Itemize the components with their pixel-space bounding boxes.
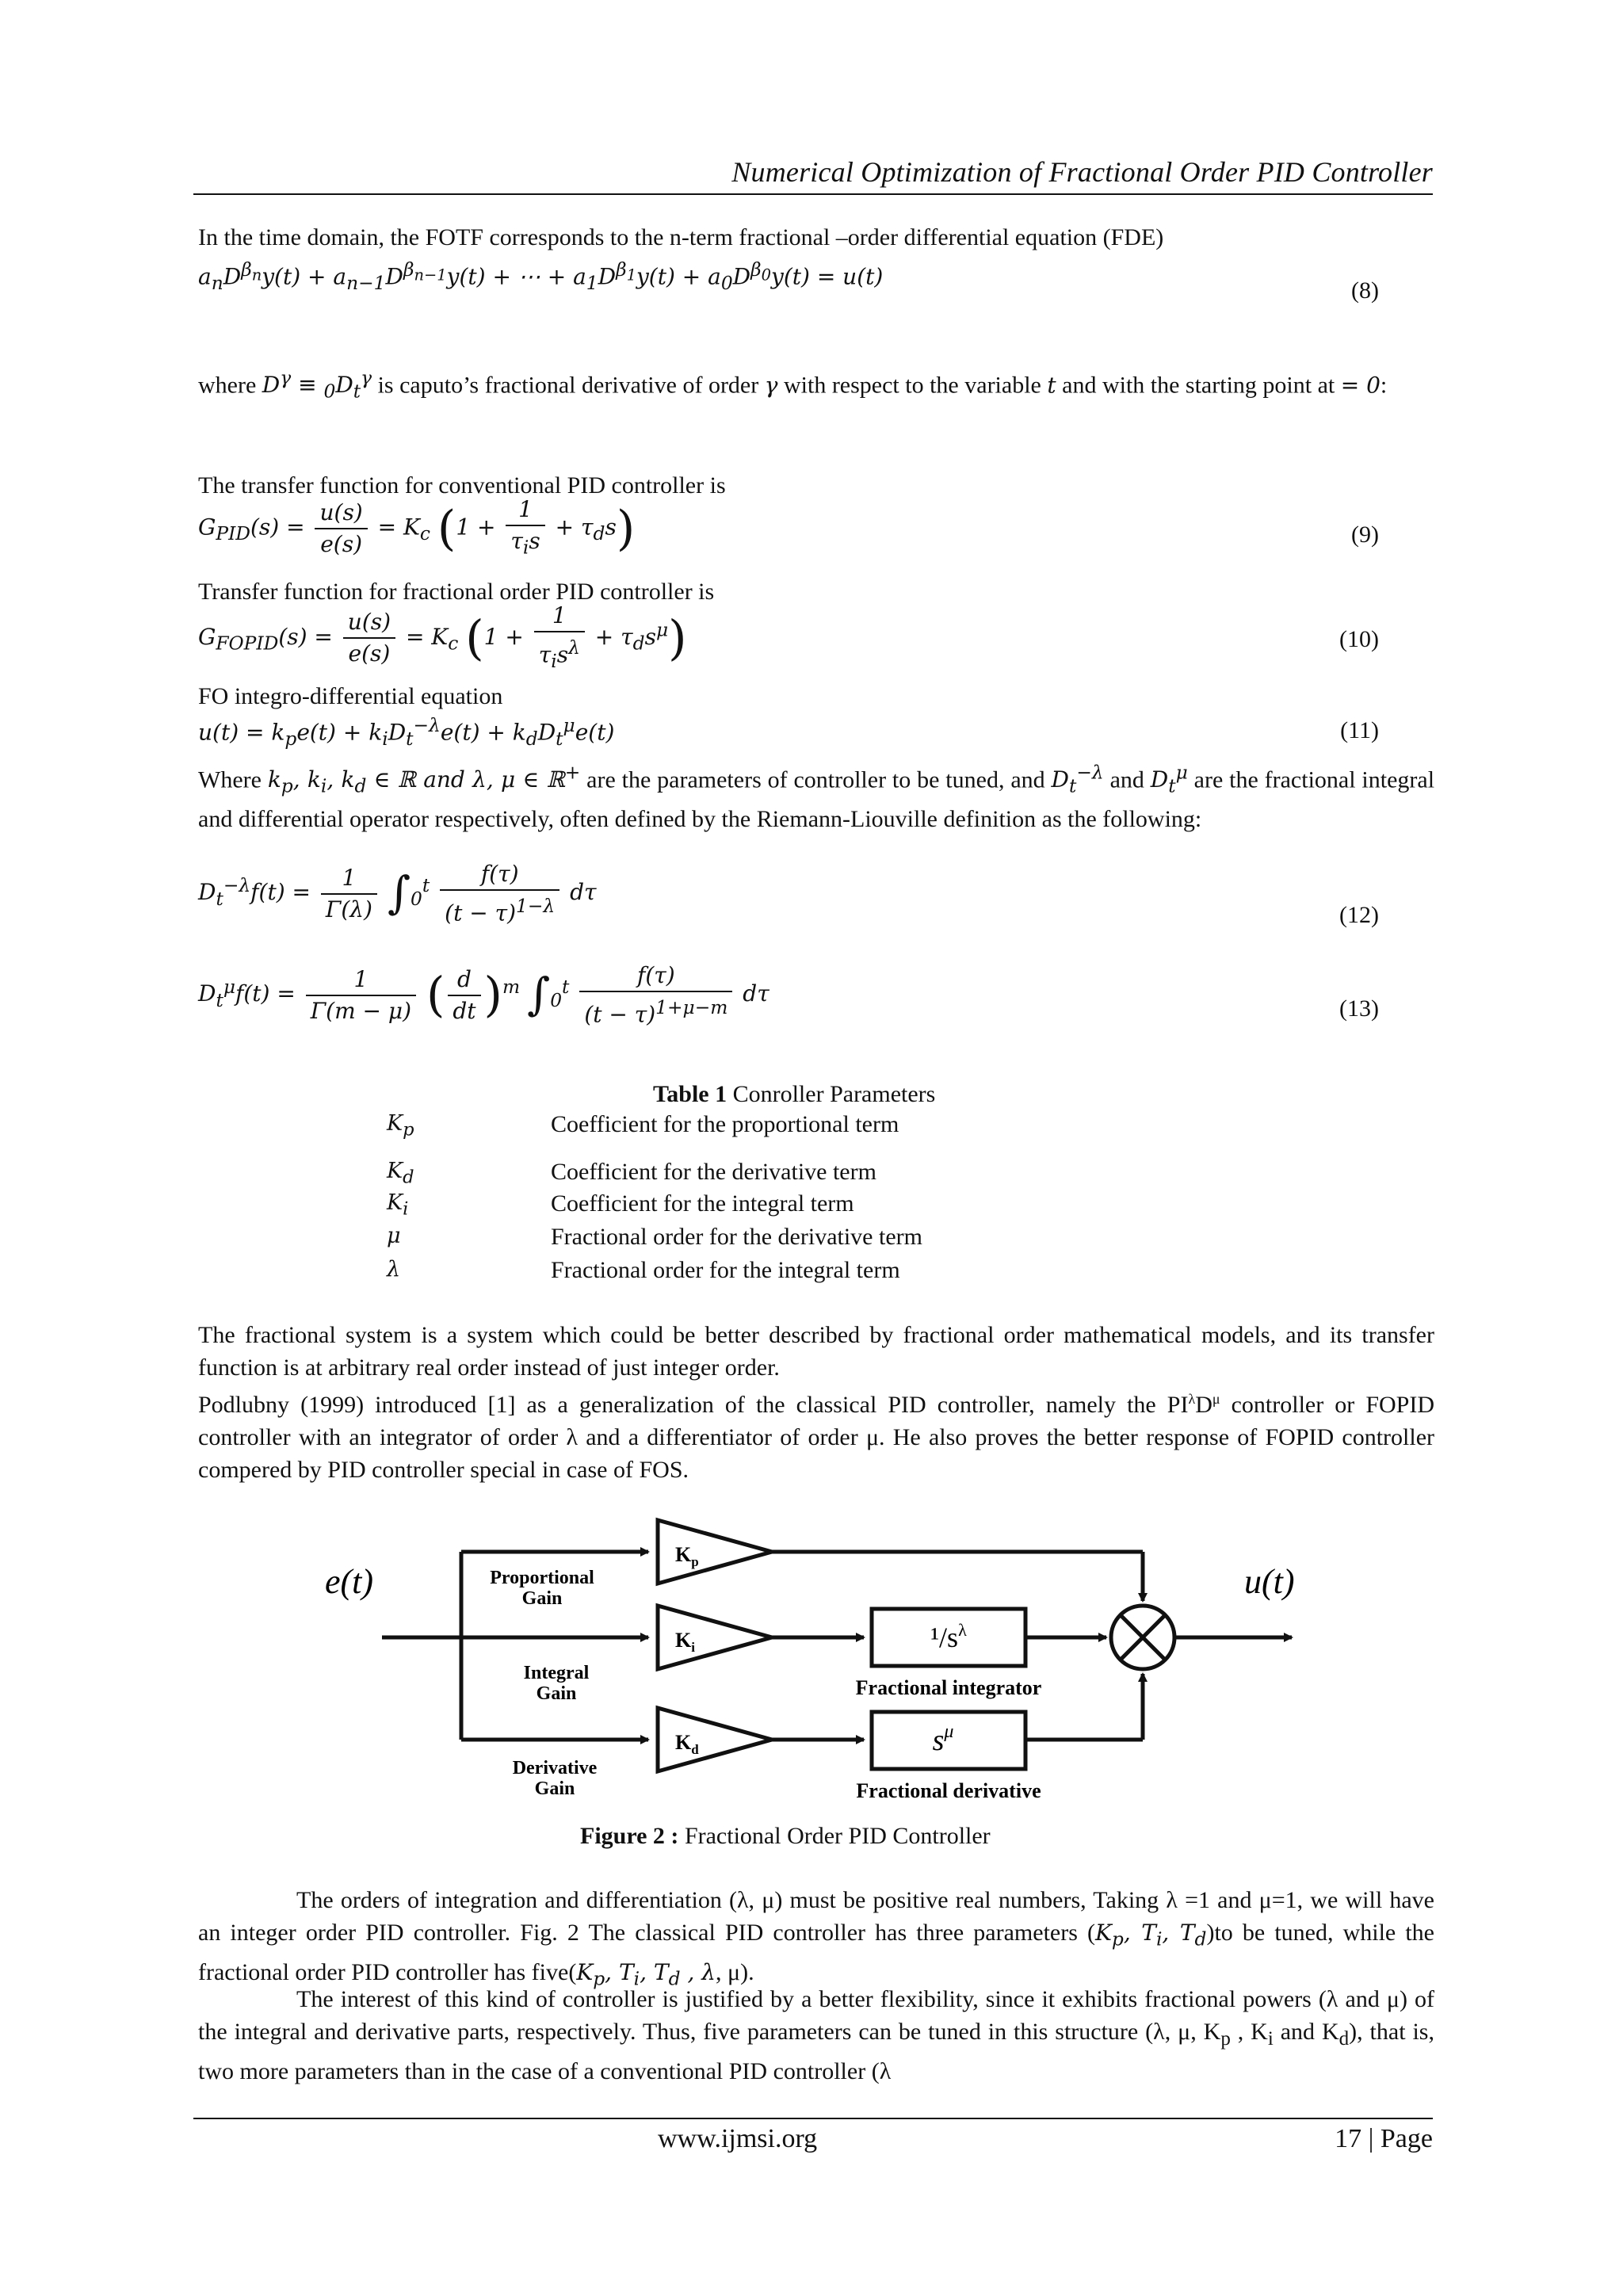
- equation-10-number: (10): [1339, 626, 1379, 652]
- figure2-caption-text: Fractional Order PID Controller: [678, 1823, 991, 1849]
- header-rule: [193, 193, 1433, 195]
- integral-gain-label-1: Integral: [523, 1663, 590, 1683]
- interest-text-c: and K: [1273, 2019, 1339, 2045]
- footer-url[interactable]: www.ijmsi.org: [658, 2124, 818, 2153]
- podlubny-text-a: Podlubny (1999) introduced [1] as a generalization of the classical PID controller, namely the PI: [198, 1392, 1189, 1418]
- table-symbol: $K_p$: [387, 1111, 414, 1140]
- where-text-d: are the fractional integral and differential operator respectively, often defined by the Riemann-Liouville definition as the following:: [198, 766, 1435, 832]
- equation-8: $a_nD^{\beta_n}y(t) + a_{n-1}D^{\beta_{n-1}}y(t)$ + ⋯ + $a_1D^{\beta_1}y(t) + a_0D^{\beta_0}y(t) = u(t)$: [198, 258, 884, 294]
- caputo-text-b: is caputo’s fractional derivative of order: [377, 372, 759, 399]
- where-paragraph: Where $k_p$, $k_i$, $k_d$ ∈ ℝ and λ, μ ∈ ℝ+ are the parameters of controller to be tuned, and $D_t^{-\lambda}$ and $D_t^\mu$ are the fractional integral and differential operator respectively, often defined by the Riemann-Liouville definition as the following:: [198, 762, 1435, 832]
- fractional-derivative-symbol: $s^\mu$: [932, 1721, 954, 1757]
- integral-gain-label-2: Gain: [536, 1683, 577, 1704]
- equation-12: $D_t^{-\lambda}f(t)$ = $\frac{1}{\Gamma(\lambda)}$ $\int_0^t$ $\frac{f(\tau)}{(t - \tau)^{1-\lambda}}$ dτ: [198, 861, 597, 926]
- proportional-gain-label-1: Proportional: [490, 1568, 594, 1588]
- table-description: Fractional order for the integral term: [551, 1257, 900, 1283]
- running-header-title: Numerical Optimization of Fractional Order PID Controller: [731, 156, 1433, 188]
- fopid-tf-paragraph: Transfer function for fractional order PID controller is: [198, 579, 715, 605]
- fractional-integrator-caption: Fractional integrator: [855, 1676, 1042, 1699]
- orders-text-a: The orders of integration and differentiation (λ, μ) must be positive real numbers, Taking λ =1 and μ=1, we will have an integer order PID controller. Fig. 2 The classical PID controller has three parameters (: [198, 1887, 1434, 1946]
- fo-integro-paragraph: FO integro-differential equation: [198, 683, 503, 709]
- interest-text-a: The interest of this kind of controller is justified by a better flexibility, since it exhibits fractional powers (λ and μ) of the integral and derivative parts, respectively. Thus, five parameters can be tuned in this structure (λ, μ, K: [198, 1986, 1434, 2045]
- figure2-caption: [580, 1823, 991, 1850]
- orders-text-b: )to be tuned, while the fractional order PID controller has five(: [198, 1920, 1434, 1985]
- caputo-text-e: :: [1380, 372, 1388, 399]
- ki-gain-label: $K_i$: [675, 1629, 695, 1655]
- equation-9: $G_{PID}(s)$ = $\frac{u(s)}{e(s)}$ = $K_c$ (1 + $\frac{1}{\tau_is}$ + $\tau_ds$): [198, 496, 636, 559]
- where-text-c: and: [1109, 766, 1144, 793]
- orders-paragraph: The orders of integration and differentiation (λ, μ) must be positive real numbers, Taking λ =1 and μ=1, we will have an integer order PID controller. Fig. 2 The classical PID controller has three parameters ($K_p$, $T_i$, $T_d)to$ be tuned, while the fractional order PID controller has $five(K_p$, $T_i$, $T_d$ , λ, μ).: [198, 1887, 1434, 1990]
- equation-11-number: (11): [1340, 717, 1379, 743]
- derivative-gain-label-2: Gain: [534, 1778, 575, 1799]
- table-description: Coefficient for the integral term: [551, 1190, 854, 1217]
- kd-gain-label: $K_d$: [675, 1731, 699, 1757]
- footer-page-number: 17 | Page: [1335, 2124, 1433, 2153]
- footer-rule: [193, 2118, 1433, 2119]
- table-symbol: $K_d$: [387, 1159, 414, 1188]
- pid-tf-paragraph: The transfer function for conventional PID controller is: [198, 472, 726, 499]
- table1-caption: [653, 1081, 935, 1108]
- derivative-gain-label-1: Derivative: [512, 1758, 598, 1778]
- table-symbol: μ: [387, 1224, 401, 1248]
- table-row: [387, 1111, 1100, 1143]
- where-text-b: are the parameters of controller to be tuned, and: [586, 766, 1045, 793]
- input-label: e(t): [325, 1562, 374, 1601]
- caputo-paragraph: where $D^\gamma \equiv _0D_t^\gamma$ is caputo’s fractional derivative of order γ with respect to the variable t and with the starting point at = 0:: [198, 367, 1388, 403]
- equation-11: $u(t) = k_pe(t) + k_iD_t^{-\lambda}e(t) + k_dD_t^\mu e(t)$: [198, 714, 615, 750]
- table-description: Coefficient for the proportional term: [551, 1111, 899, 1137]
- equation-10: $G_{FOPID}(s)$ = $\frac{u(s)}{e(s)}$ = $K_c$ (1 + $\frac{1}{\tau_is^\lambda}$ + $\tau_ds^\mu$): [198, 602, 687, 672]
- kp-gain-label: $K_p$: [675, 1543, 699, 1569]
- table-symbol: λ: [387, 1257, 401, 1282]
- table-row: [387, 1257, 1100, 1289]
- output-label: u(t): [1244, 1562, 1295, 1601]
- caputo-text-c: with respect to the variable: [783, 372, 1041, 399]
- where-text-a: Where: [198, 766, 262, 793]
- caputo-text-d: and with the starting point at: [1062, 372, 1335, 399]
- fractional-system-paragraph: The fractional system is a system which could be better described by fractional order mathematical models, and its transfer function is at arbitrary real order instead of just integer order.: [198, 1322, 1434, 1381]
- interest-text-b: , K: [1230, 2019, 1268, 2045]
- caputo-text-a: where: [198, 372, 257, 399]
- interest-text-d: ), that is, two more parameters than in the case of a conventional PID controller (λ: [198, 2019, 1434, 2084]
- fde-intro-paragraph: In the time domain, the FOTF corresponds to the n-term fractional –order differential equation (FDE): [198, 224, 1164, 250]
- podlubny-text-b: controller or FOPID controller with an integrator of order λ and a differentiator of order μ. He also proves the better response of FOPID controller compered by PID controller special in case of FOS.: [198, 1392, 1435, 1483]
- equation-13-number: (13): [1339, 995, 1379, 1022]
- table-symbol: $K_i$: [387, 1190, 409, 1220]
- table1-caption-text: Conroller Parameters: [727, 1081, 936, 1107]
- table-row: [387, 1159, 1100, 1190]
- table-description: Coefficient for the derivative term: [551, 1159, 876, 1185]
- equation-13: $D_t^\mu f(t)$ = $\frac{1}{\Gamma(m - \mu)}$ ( $\frac{d}{dt}$ )$^m$ $\int_0^t$ $\frac{f(\tau)}{(t - \tau)^{1+\mu-m}}$ dτ: [198, 962, 769, 1028]
- fractional-derivative-caption: Fractional derivative: [856, 1779, 1041, 1802]
- interest-paragraph: The interest of this kind of controller is justified by a better flexibility, since it exhibits fractional powers (λ and μ) of the integral and derivative parts, respectively. Thus, five parameters can be tuned in this structure (λ, μ, $K_p$ , $K_i$ and $K_d$), that is, two more parameters than in the case of a conventional PID controller (λ: [198, 1986, 1434, 2084]
- orders-text-c: , μ).: [716, 1958, 754, 1985]
- fopid-block-diagram: [309, 1504, 1339, 1821]
- table-row: [387, 1224, 1100, 1255]
- figure2-caption-label: Figure 2 :: [580, 1823, 679, 1849]
- equation-8-number: (8): [1351, 277, 1379, 304]
- table-row: [387, 1190, 1100, 1222]
- fractional-integrator-symbol: $^1/s^\lambda$: [930, 1620, 967, 1653]
- podlubny-paragraph: Podlubny (1999) introduced [1] as a generalization of the classical PID controller, namely the $PI^\lambda D^\mu$ controller or FOPID controller with an integrator of order λ and a differentiator of order μ. He also proves the better response of FOPID controller compered by PID controller special in case of FOS.: [198, 1391, 1435, 1483]
- equation-12-number: (12): [1339, 902, 1379, 928]
- proportional-gain-label-2: Gain: [521, 1588, 563, 1609]
- table-description: Fractional order for the derivative term: [551, 1224, 922, 1250]
- table1-caption-label: Table 1: [653, 1081, 727, 1107]
- equation-9-number: (9): [1351, 521, 1379, 548]
